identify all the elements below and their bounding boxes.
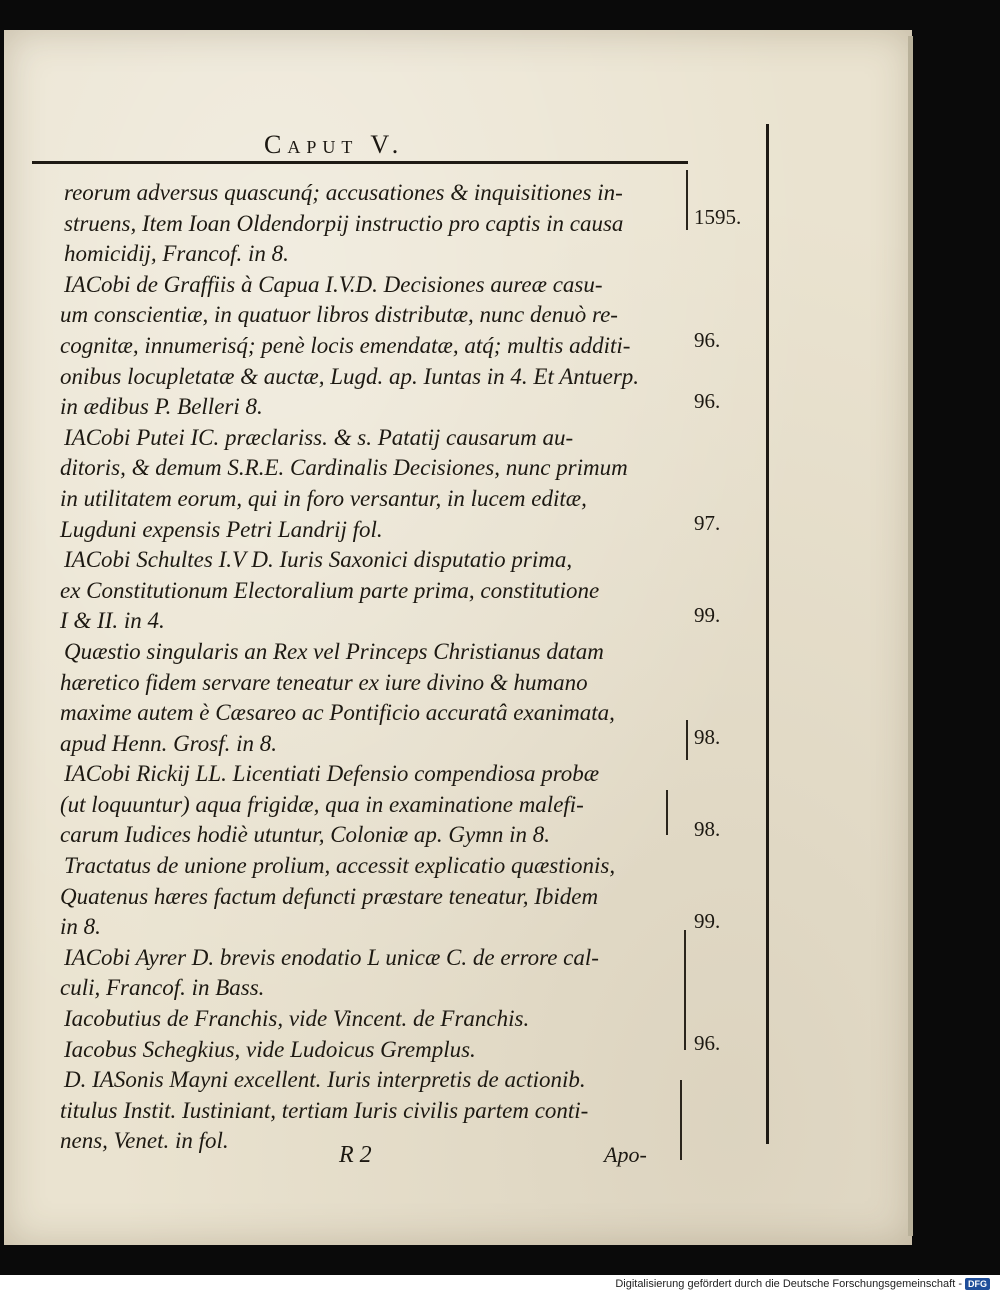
footer-text: Digitalisierung gefördert durch die Deutsche Forschungsgemeinschaft - xyxy=(615,1278,962,1290)
text-line: Lugduni expensis Petri Landrij fol. xyxy=(60,516,383,542)
text-line: in ædibus P. Belleri 8. xyxy=(60,394,263,420)
year-marker: 98. xyxy=(694,725,721,750)
text-block xyxy=(60,178,684,1157)
footer xyxy=(615,1278,990,1290)
text-line: hæretico fidem servare teneatur ex iure divino & humano xyxy=(60,669,588,695)
year-marker: 99. xyxy=(694,603,721,627)
column-rule xyxy=(684,930,686,1050)
text-line: Quatenus hæres factum defuncti præstare teneatur, Ibidem xyxy=(60,883,599,909)
running-head: Caput V. xyxy=(264,130,405,159)
text-line: D. IASonis Mayni excellent. Iuris interpretis de actionib. xyxy=(64,1067,586,1093)
text-line: Quæstio singularis an Rex vel Princeps Christianus datam xyxy=(64,638,604,664)
text-line: ex Constitutionum Electoralium parte prima, constitutione xyxy=(60,577,600,603)
text-line: Iacobus Schegkius, vide Ludoicus Gremplus. xyxy=(64,1036,476,1062)
text-line: IACobi Rickij LL. Licentiati Defensio compendiosa probæ xyxy=(64,761,600,787)
text-line: IACobi Putei IC. præclariss. & s. Patatij causarum au- xyxy=(64,424,574,450)
text-line: reorum adversus quascunq́; accusationes & inquisitiones in- xyxy=(64,180,623,205)
text-line: Iacobutius de Franchis, vide Vincent. de Franchis. xyxy=(64,1006,530,1032)
text-line: IACobi Ayrer D. brevis enodatio L unicæ C. de errore cal- xyxy=(64,944,599,970)
text-line: nens, Venet. in fol. xyxy=(60,1128,229,1154)
page-edge xyxy=(908,36,913,1236)
year-marker: 96. xyxy=(694,327,721,352)
column-rule xyxy=(686,720,688,760)
year-marker: 96. xyxy=(694,388,721,413)
text-line: titulus Instit. Iustiniant, tertiam Iuris civilis partem conti- xyxy=(60,1097,589,1123)
text-line: ditoris, & demum S.R.E. Cardinalis Decisiones, nunc primum xyxy=(60,455,628,481)
column-rule xyxy=(686,170,688,230)
text-line: cognitæ, innumerisq́; penè locis emendatæ, atq́; multis additi- xyxy=(60,332,631,358)
text-line: homicidij, Francof. in 8. xyxy=(64,241,289,267)
dfg-logo: DFG xyxy=(965,1278,990,1290)
text-line: Tractatus de unione prolium, accessit explicatio quæstionis, xyxy=(64,853,616,879)
header-rule xyxy=(32,161,688,164)
year-marker: 99. xyxy=(694,909,721,933)
text-line: in 8. xyxy=(60,914,101,940)
text-line: IACobi de Graffiis à Capua I.V.D. Decisiones aureæ casu- xyxy=(64,271,603,297)
year-marker: 98. xyxy=(694,817,721,842)
catchword: Apo- xyxy=(604,1142,647,1167)
book-page xyxy=(4,30,912,1245)
year-marker: 97. xyxy=(694,511,721,536)
text-line: (ut loquuntur) aqua frigidæ, qua in examinatione malefi- xyxy=(60,791,584,817)
text-line: apud Henn. Grosf. in 8. xyxy=(60,730,278,756)
text-line: in utilitatem eorum, qui in foro versantur, in lucem editæ, xyxy=(60,485,587,511)
year-marker: 1595. xyxy=(694,205,742,230)
margin-rule xyxy=(766,124,769,1144)
year-marker: 96. xyxy=(694,1031,721,1056)
page-signature: R 2 xyxy=(339,1142,372,1168)
text-line: culi, Francof. in Bass. xyxy=(60,975,265,1001)
text-line: IACobi Schultes I.V D. Iuris Saxonici disputatio prima, xyxy=(64,547,573,573)
text-line: struens, Item Ioan Oldendorpij instructio pro captis in causa xyxy=(64,210,624,236)
text-line: um conscientiæ, in quatuor libros distributæ, nunc denuò re- xyxy=(60,302,618,328)
text-line: carum Iudices hodiè utuntur, Coloniæ ap. Gymn in 8. xyxy=(60,822,550,848)
text-line: onibus locupletatæ & auctæ, Lugd. ap. Iuntas in 4. Et Antuerp. xyxy=(60,363,640,389)
text-line: maxime autem è Cæsareo ac Pontificio accuratâ exanimata, xyxy=(60,700,615,726)
text-line: I & II. in 4. xyxy=(60,608,165,634)
